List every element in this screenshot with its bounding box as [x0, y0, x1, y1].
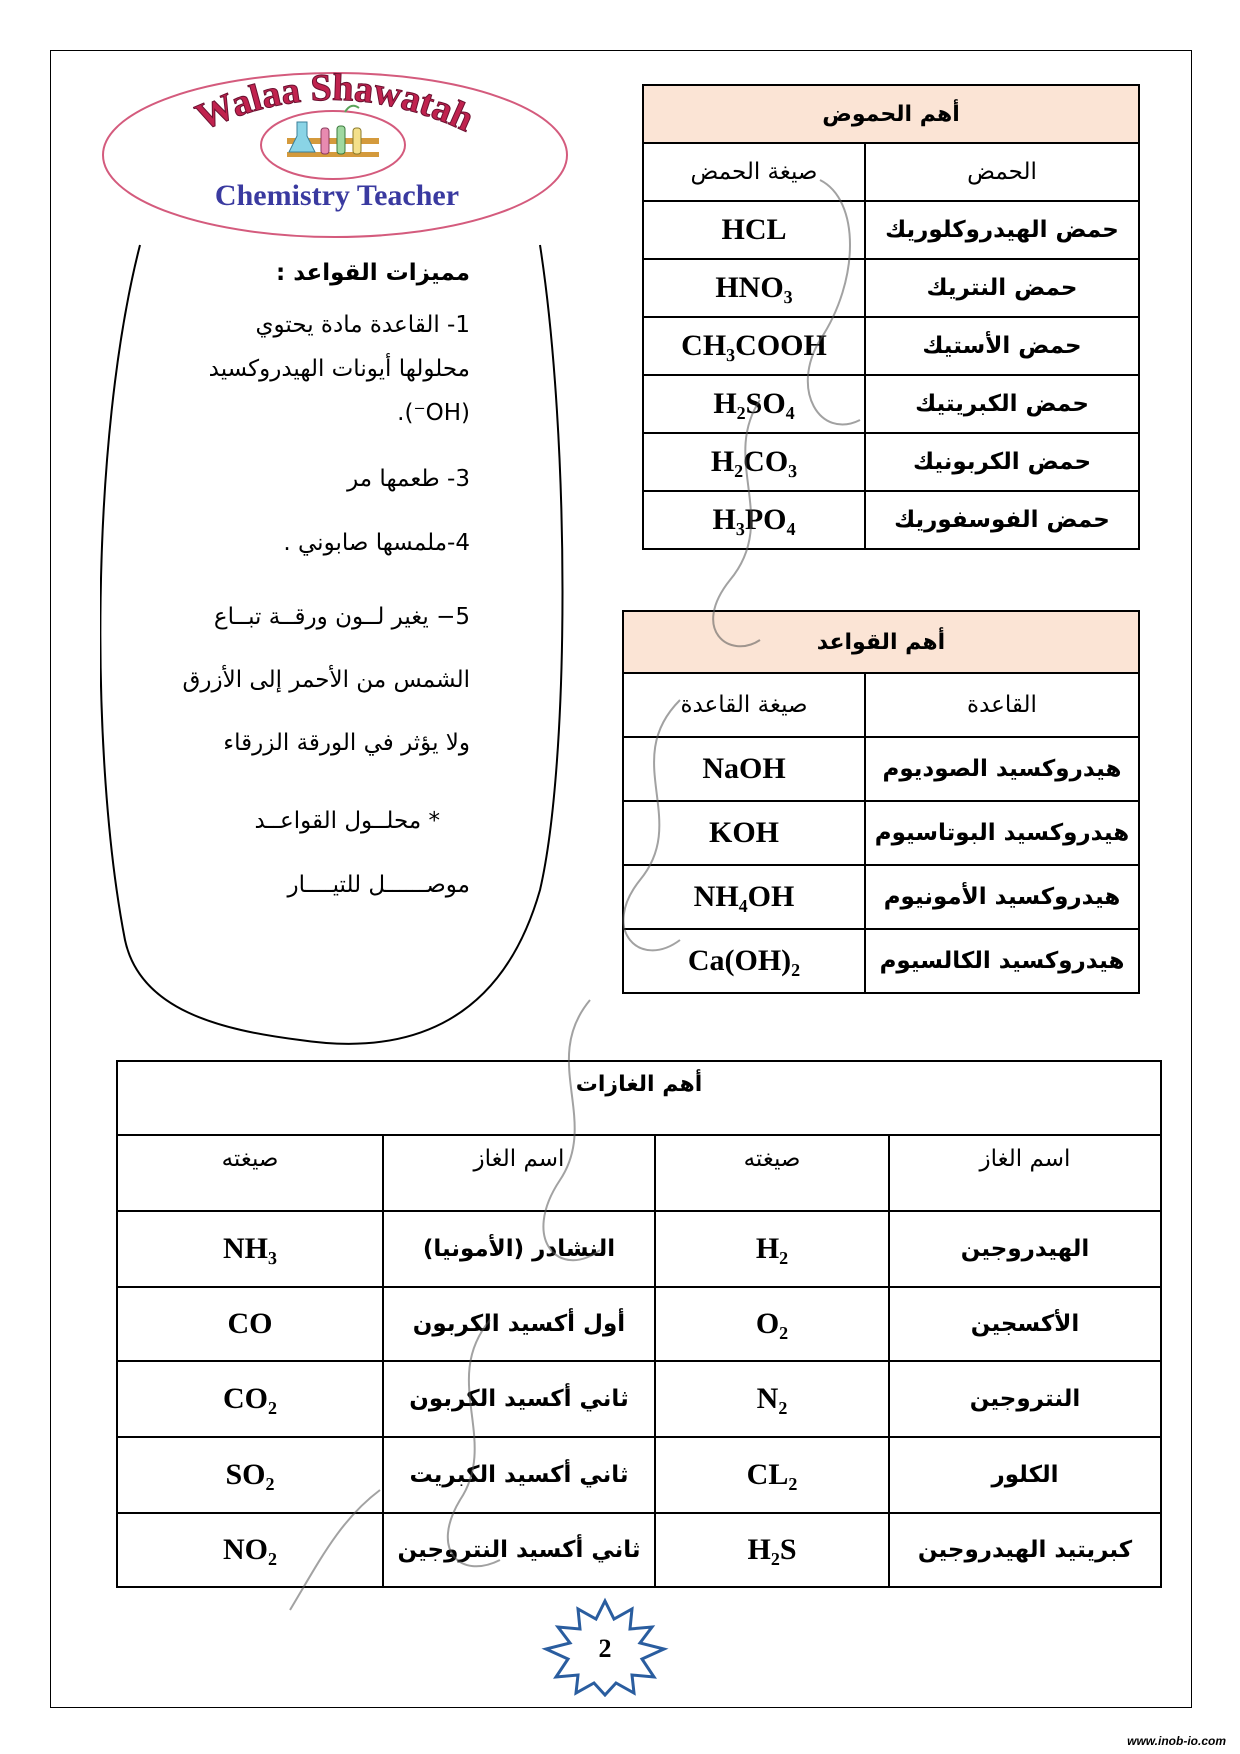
- bases-col-name: القاعدة: [865, 673, 1139, 737]
- note-line: 3- طعمها مر: [347, 466, 470, 492]
- acid-formula: H₂CO₃: [643, 433, 865, 491]
- note-line: ولا يؤثر في الورقة الزرقاء: [223, 730, 470, 756]
- acid-name: حمض الأستيك: [865, 317, 1139, 375]
- gas-formula: H₂S: [655, 1513, 889, 1587]
- base-name: هيدروكسيد الكالسيوم: [865, 929, 1139, 993]
- gases-header: اسم الغاز: [889, 1135, 1161, 1211]
- gas-formula: SO₂: [117, 1437, 383, 1513]
- acid-formula: H₂SO₄: [643, 375, 865, 433]
- base-name: هيدروكسيد البوتاسيوم: [865, 801, 1139, 865]
- logo-name: Walaa Shawatah: [189, 66, 480, 141]
- gas-formula: CL₂: [655, 1437, 889, 1513]
- gas-name: النتروجين: [889, 1361, 1161, 1437]
- note-line: الشمس من الأحمر إلى الأزرق: [182, 667, 470, 693]
- page-number: 2: [598, 1634, 612, 1663]
- note-line: موصــــــل للتيــــار: [287, 872, 470, 898]
- acids-title: أهم الحموض: [643, 85, 1139, 143]
- acid-name: حمض النتريك: [865, 259, 1139, 317]
- gas-name: الأكسجين: [889, 1287, 1161, 1361]
- acid-name: حمض الهيدروكلوريك: [865, 201, 1139, 259]
- gas-name: الكلور: [889, 1437, 1161, 1513]
- gas-name: كبريتيد الهيدروجين: [889, 1513, 1161, 1587]
- bases-col-formula: صيغة القاعدة: [623, 673, 865, 737]
- gas-name: أول أكسيد الكربون: [383, 1287, 655, 1361]
- base-name: هيدروكسيد الصوديوم: [865, 737, 1139, 801]
- page-number-badge: [540, 1597, 670, 1697]
- acid-name: حمض الكربونيك: [865, 433, 1139, 491]
- acids-col-name: الحمض: [865, 143, 1139, 201]
- base-formula: NH₄OH: [623, 865, 865, 929]
- gas-name: النشادر (الأمونيا): [383, 1211, 655, 1287]
- base-formula: NaOH: [623, 737, 865, 801]
- gas-name: الهيدروجين: [889, 1211, 1161, 1287]
- acid-formula: H₃PO₄: [643, 491, 865, 549]
- acid-name: حمض الكبريتيك: [865, 375, 1139, 433]
- note-line: 5− يغير لــون ورقــة تبــاع: [213, 604, 470, 630]
- acid-name: حمض الفوسفوريك: [865, 491, 1139, 549]
- gas-formula: NO₂: [117, 1513, 383, 1587]
- note-line: 1- القاعدة مادة يحتوي: [255, 312, 470, 338]
- gases-title: أهم الغازات: [117, 1061, 1161, 1135]
- acids-col-formula: صيغة الحمض: [643, 143, 865, 201]
- svg-text:Walaa Shawatah: [190, 67, 480, 140]
- gases-header: اسم الغاز: [383, 1135, 655, 1211]
- footer-url: www.inob-io.com: [1127, 1734, 1226, 1748]
- gas-formula: CO₂: [117, 1361, 383, 1437]
- gas-formula: NH₃: [117, 1211, 383, 1287]
- acid-formula: HCL: [643, 201, 865, 259]
- note-line: 4-ملمسها صابوني .: [283, 530, 470, 556]
- acid-formula: HNO₃: [643, 259, 865, 317]
- base-formula: Ca(OH)₂: [623, 929, 865, 993]
- note-line: * محلــول القواعــد: [254, 808, 440, 834]
- gas-name: ثاني أكسيد النتروجين: [383, 1513, 655, 1587]
- gases-header: صيغته: [117, 1135, 383, 1211]
- logo-subtitle: Chemistry Teacher: [214, 179, 460, 212]
- gas-formula: CO: [117, 1287, 383, 1361]
- bases-title: أهم القواعد: [623, 611, 1139, 673]
- gas-name: ثاني أكسيد الكبريت: [383, 1437, 655, 1513]
- acid-formula: CH₃COOH: [643, 317, 865, 375]
- signature-watermark: [260, 140, 960, 1640]
- note-line: محلولها أيونات الهيدروكسيد: [208, 356, 470, 382]
- base-formula: KOH: [623, 801, 865, 865]
- gas-formula: H₂: [655, 1211, 889, 1287]
- note-line: (OH⁻).: [397, 400, 470, 426]
- gas-formula: O₂: [655, 1287, 889, 1361]
- gas-name: ثاني أكسيد الكربون: [383, 1361, 655, 1437]
- notes-title: مميزات القواعد :: [276, 260, 470, 286]
- gas-formula: N₂: [655, 1361, 889, 1437]
- gases-header: صيغته: [655, 1135, 889, 1211]
- base-name: هيدروكسيد الأمونيوم: [865, 865, 1139, 929]
